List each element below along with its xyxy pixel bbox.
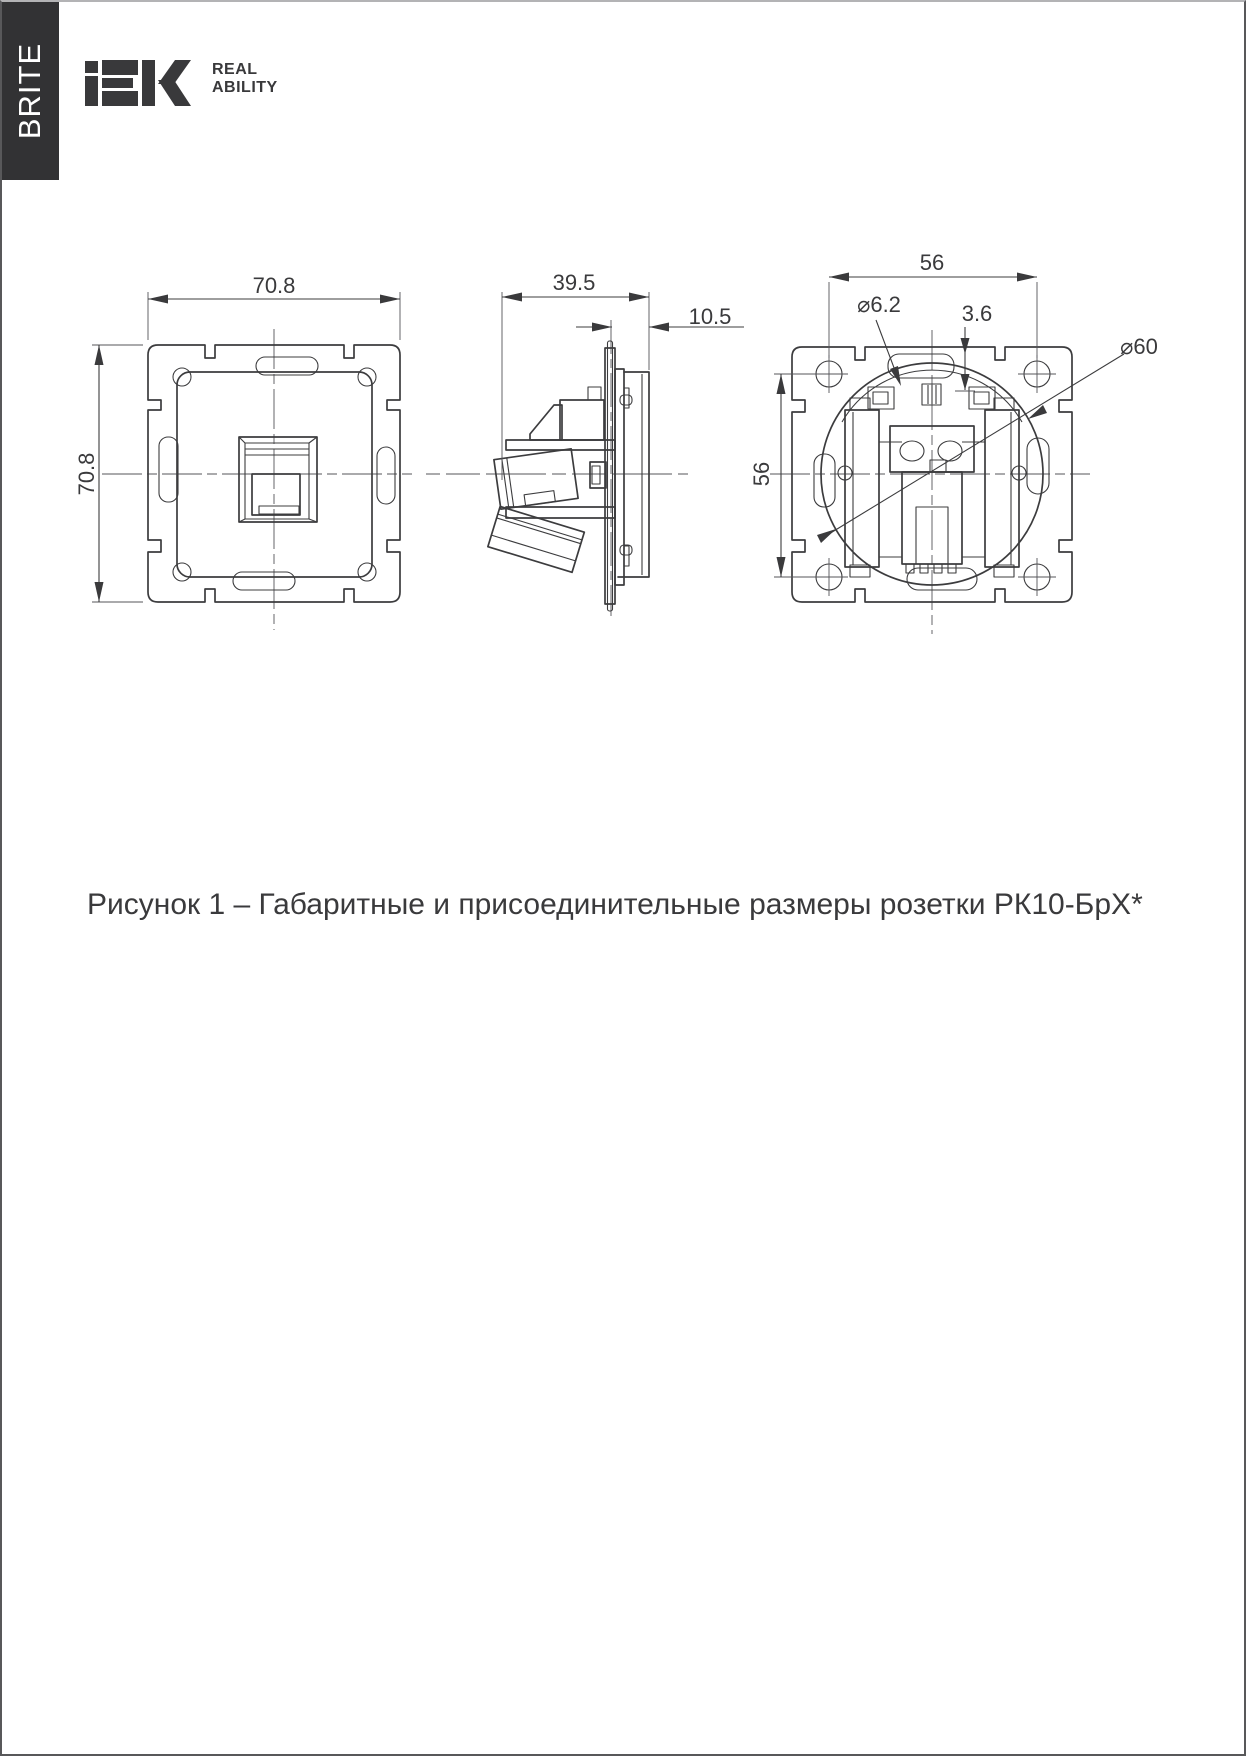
terminal-hole (938, 441, 962, 461)
dim-back-hspacing: 56 (919, 250, 945, 275)
dim-body-diameter: ⌀60 (1120, 334, 1158, 359)
figure-caption: Рисунок 1 – Габаритные и присоединительные размеры розетки РК10-БрХ* (87, 888, 1143, 921)
side-view-drawing (426, 292, 744, 616)
back-vspacing-dimension (774, 374, 816, 577)
dim-front-width: 70.8 (252, 273, 296, 298)
plaster-lug (1027, 438, 1049, 494)
logo-tagline-ability: ABILITY (212, 79, 278, 96)
keystone-jack-side (488, 387, 615, 572)
side-depth-dimension (502, 292, 649, 480)
terminal-hole (900, 441, 924, 461)
cable-connector-side (488, 506, 584, 572)
plaster-lug-cutout (159, 437, 178, 502)
back-view-drawing (770, 273, 1124, 635)
fixing-pin (620, 395, 632, 405)
technical-drawing (2, 2, 1246, 702)
rj45-socket-front (239, 437, 317, 522)
dim-side-depth: 39.5 (552, 270, 596, 295)
dim-lug-hole: ⌀6.2 (857, 292, 901, 317)
dim-back-vspacing: 56 (749, 461, 774, 487)
dim-side-faceplate: 10.5 (688, 304, 732, 329)
front-screw-hole (358, 368, 376, 386)
front-screw-hole (173, 563, 191, 581)
logo-tagline-real: REAL (212, 61, 258, 78)
body-diameter-leader (817, 354, 1124, 543)
plaster-lug-cutout (377, 447, 395, 504)
front-screw-hole (358, 563, 376, 581)
front-view-drawing (92, 292, 412, 630)
front-screw-hole (173, 368, 191, 386)
dim-claw-offset: 3.6 (961, 301, 993, 326)
claw-offset-leader (955, 327, 975, 391)
brite-series-label: BRITE (12, 42, 48, 140)
support-bracket-side (618, 372, 649, 577)
plaster-lug-cutout (233, 572, 295, 590)
dim-front-height: 70.8 (74, 452, 99, 496)
